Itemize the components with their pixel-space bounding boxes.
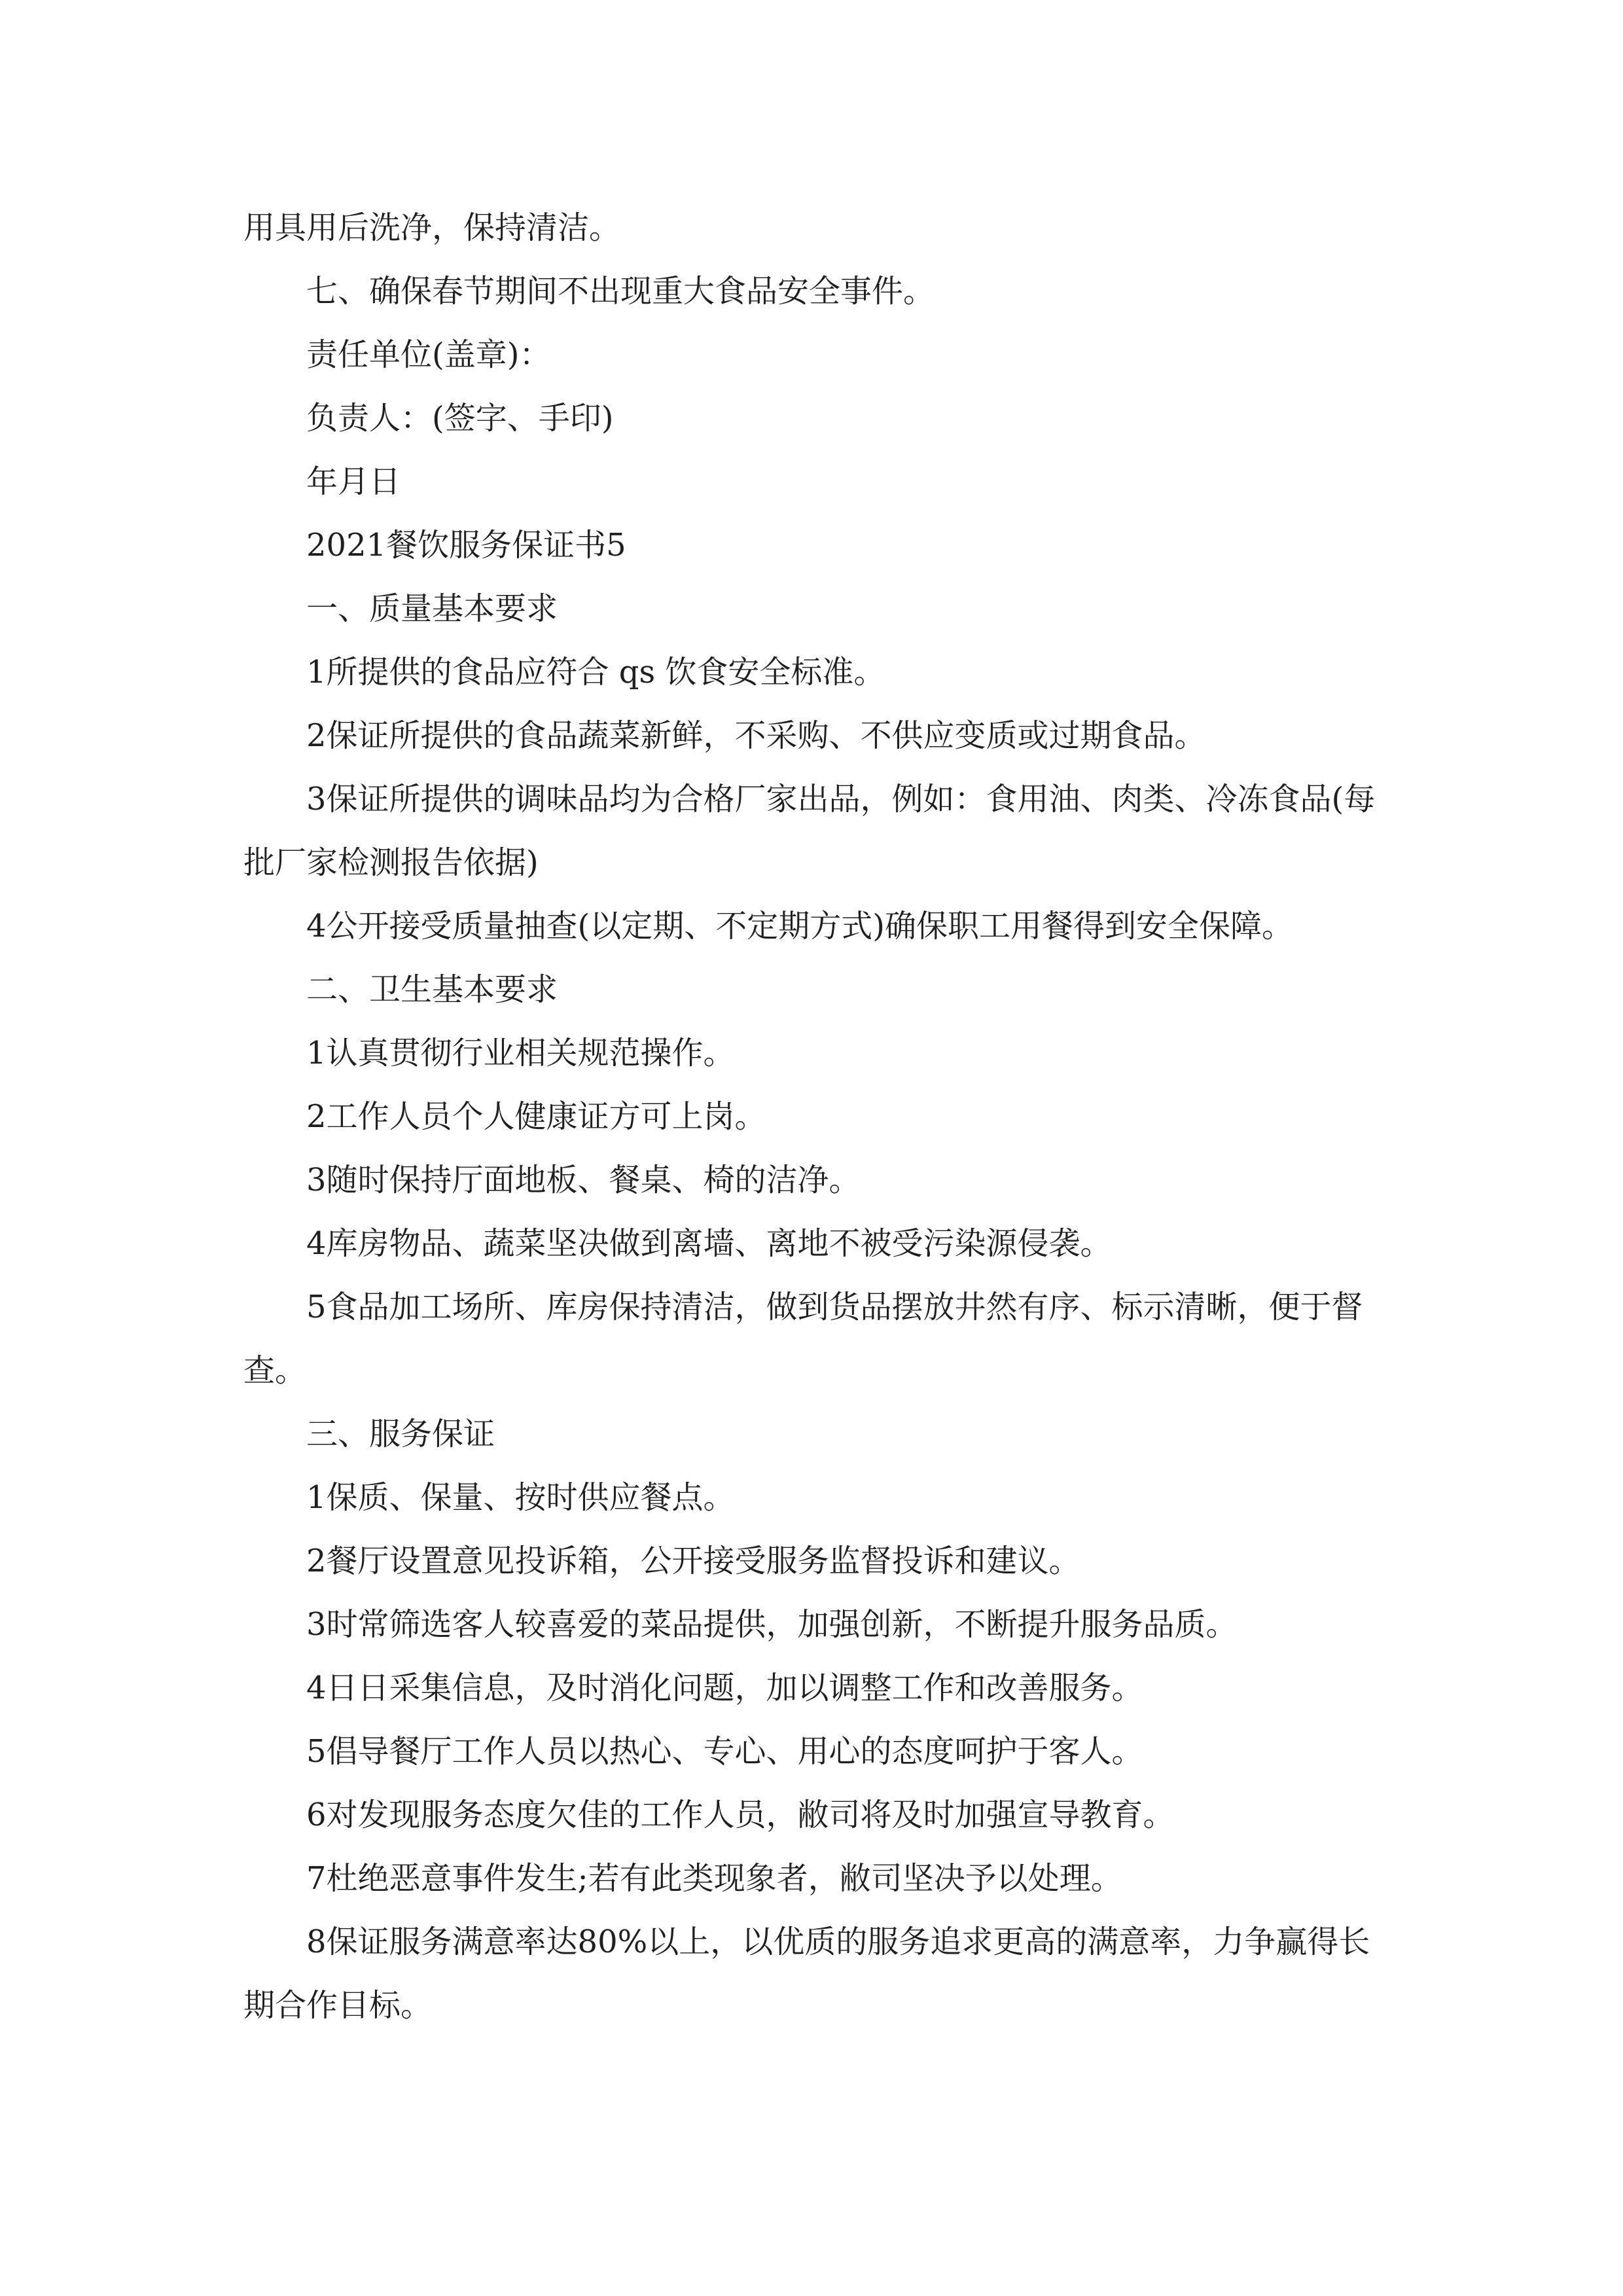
paragraph-service-2: 2餐厅设置意见投诉箱，公开接受服务监督投诉和建议。 [306, 1543, 1080, 1579]
section-title: 2021餐饮服务保证书5 [306, 527, 626, 564]
paragraph-quality-3: 3保证所提供的调味品均为合格厂家出品，例如：食用油、肉类、冷冻食品(每批厂家检测报告依据) [243, 781, 1376, 881]
paragraph-service-3: 3时常筛选客人较喜爱的菜品提供，加强创新，不断提升服务品质。 [306, 1606, 1238, 1643]
document-body [243, 196, 1379, 2037]
paragraph-service-6: 6对发现服务态度欠佳的工作人员，敝司将及时加强宣导教育。 [306, 1797, 1175, 1833]
paragraph-quality-1: 1所提供的食品应符合 qs 饮食安全标准。 [306, 654, 885, 691]
paragraph-service-1: 1保质、保量、按时供应餐点。 [306, 1479, 735, 1516]
heading-service-guarantee: 三、服务保证 [306, 1416, 495, 1452]
paragraph-quality-2: 2保证所提供的食品蔬菜新鲜，不采购、不供应变质或过期食品。 [306, 717, 1206, 754]
paragraph-service-8: 8保证服务满意率达80%以上，以优质的服务追求更高的满意率，力争赢得长期合作目标。 [243, 1924, 1370, 2024]
paragraph-hygiene-2: 2工作人员个人健康证方可上岗。 [306, 1098, 766, 1135]
paragraph-responsible-person: 负责人：(签字、手印) [306, 400, 614, 437]
heading-hygiene-requirements: 二、卫生基本要求 [306, 971, 558, 1008]
paragraph-hygiene-4: 4库房物品、蔬菜坚决做到离墙、离地不被受污染源侵袭。 [306, 1225, 1112, 1262]
paragraph-item-seven: 七、确保春节期间不出现重大食品安全事件。 [306, 273, 935, 310]
paragraph-hygiene-5: 5食品加工场所、库房保持清洁，做到货品摆放井然有序、标示清晰，便于督查。 [243, 1289, 1363, 1389]
paragraph-hygiene-3: 3随时保持厅面地板、餐桌、椅的洁净。 [306, 1162, 861, 1198]
paragraph-quality-4: 4公开接受质量抽查(以定期、不定期方式)确保职工用餐得到安全保障。 [306, 908, 1293, 944]
paragraph-service-7: 7杜绝恶意事件发生;若有此类现象者，敝司坚决予以处理。 [306, 1860, 1122, 1897]
paragraph-hygiene-1: 1认真贯彻行业相关规范操作。 [306, 1035, 735, 1071]
paragraph-service-5: 5倡导餐厅工作人员以热心、专心、用心的态度呵护于客人。 [306, 1733, 1143, 1770]
paragraph-service-4: 4日日采集信息，及时消化问题，加以调整工作和改善服务。 [306, 1670, 1143, 1706]
paragraph-date: 年月日 [306, 463, 401, 500]
heading-quality-requirements: 一、质量基本要求 [306, 590, 558, 627]
paragraph-responsible-unit: 责任单位(盖章)： [306, 336, 551, 373]
paragraph-cleaning-continued: 用具用后洗净，保持清洁。 [243, 209, 621, 246]
